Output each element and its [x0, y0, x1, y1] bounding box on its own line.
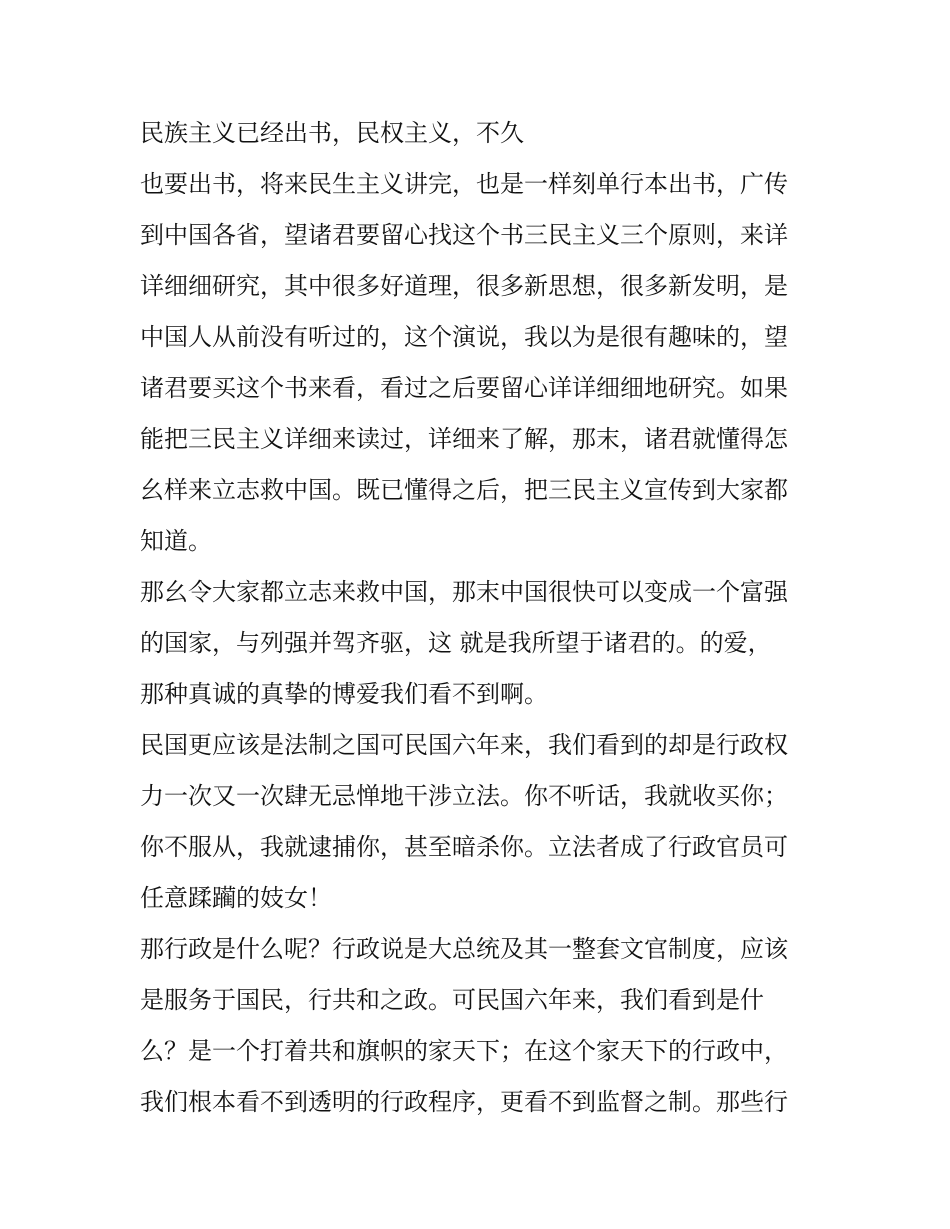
text-line: 民国更应该是法制之国可民国六年来，我们看到的却是行政权	[140, 731, 788, 759]
text-line: 是服务于国民，行共和之政。可民国六年来，我们看到是什	[140, 986, 764, 1014]
text-line: 任意蹂躏的妓女！	[140, 884, 332, 912]
text-line: 能把三民主义详细来读过，详细来了解，那末，诸君就懂得怎	[140, 425, 788, 453]
text-line: 你不服从，我就逮捕你，甚至暗杀你。立法者成了行政官员可	[140, 833, 788, 861]
text-line: 民族主义已经出书，民权主义，不久	[140, 119, 524, 147]
text-line: 诸君要买这个书来看，看过之后要留心详详细细地研究。如果	[140, 374, 788, 402]
text-line: 那种真诚的真挚的博爱我们看不到啊。	[140, 680, 548, 708]
text-line: 幺样来立志救中国。既已懂得之后，把三民主义宣传到大家都	[140, 476, 788, 504]
text-line: 中国人从前没有听过的，这个演说，我以为是很有趣味的，望	[140, 323, 788, 351]
text-line: 那幺令大家都立志来救中国，那末中国很快可以变成一个富强	[140, 578, 788, 606]
text-line: 的国家，与列强并驾齐驱，这 就是我所望于诸君的。的爱，	[140, 629, 772, 657]
text-line: 也要出书，将来民生主义讲完，也是一样刻单行本出书，广传	[140, 170, 788, 198]
text-line: 力一次又一次肆无忌惮地干涉立法。你不听话，我就收买你；	[140, 782, 788, 810]
text-line: 么？是一个打着共和旗帜的家天下；在这个家天下的行政中，	[140, 1037, 788, 1065]
text-line: 那行政是什么呢？行政说是大总统及其一整套文官制度，应该	[140, 935, 788, 963]
text-line: 详细细研究，其中很多好道理，很多新思想，很多新发明，是	[140, 272, 788, 300]
document-body	[140, 108, 830, 1128]
text-line: 知道。	[140, 527, 212, 555]
text-line: 我们根本看不到透明的行政程序，更看不到监督之制。那些行	[140, 1088, 788, 1116]
text-line: 到中国各省，望诸君要留心找这个书三民主义三个原则，来详	[140, 221, 788, 249]
